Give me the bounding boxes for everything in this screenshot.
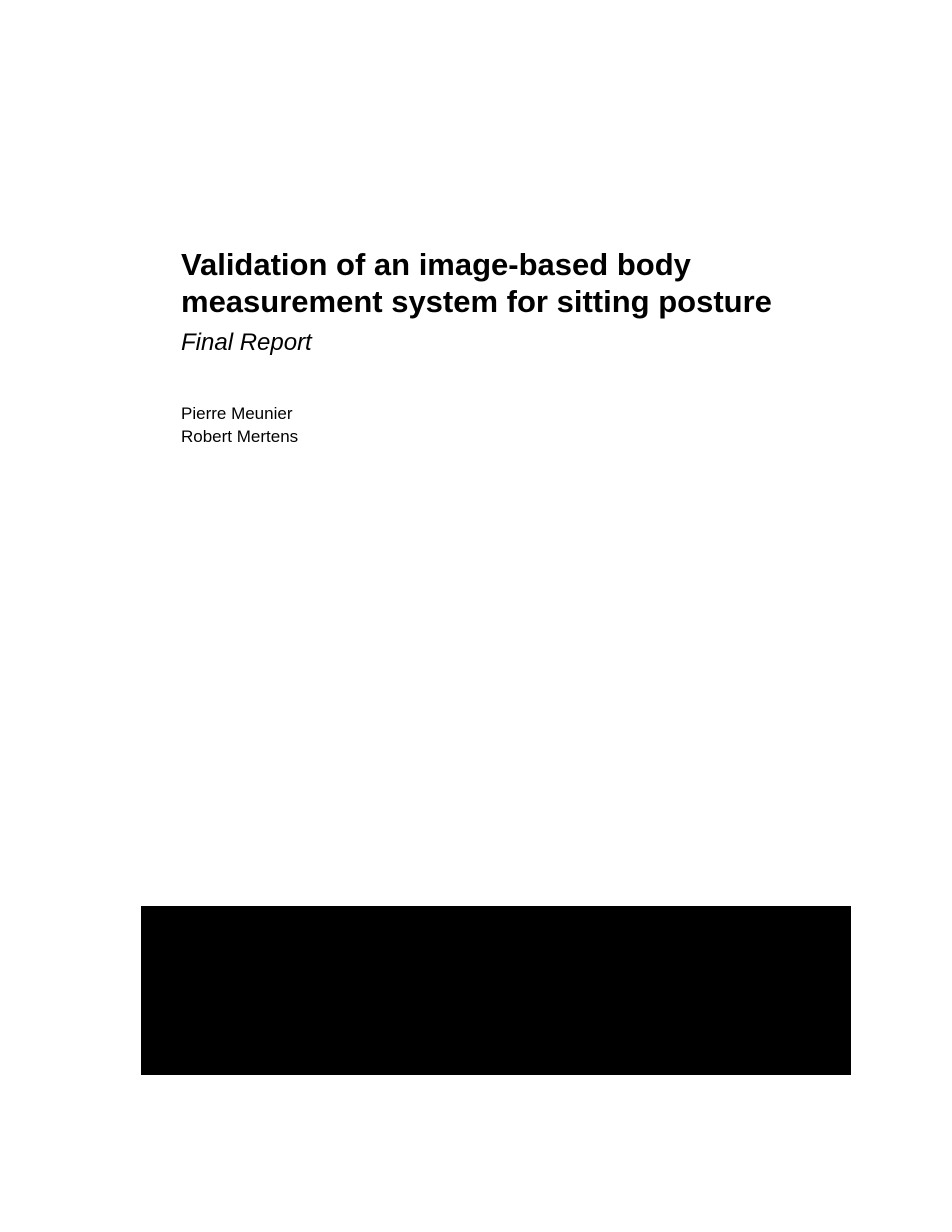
report-subtitle: Final Report: [181, 329, 312, 356]
author-list: [181, 402, 581, 448]
report-title: [181, 246, 821, 320]
author-name: Pierre Meunier: [181, 404, 293, 423]
report-title-line-1: Validation of an image-based body: [181, 247, 691, 282]
redacted-image-block: [141, 906, 851, 1075]
report-title-line-2: measurement system for sitting posture: [181, 284, 772, 319]
author-name: Robert Mertens: [181, 427, 299, 446]
